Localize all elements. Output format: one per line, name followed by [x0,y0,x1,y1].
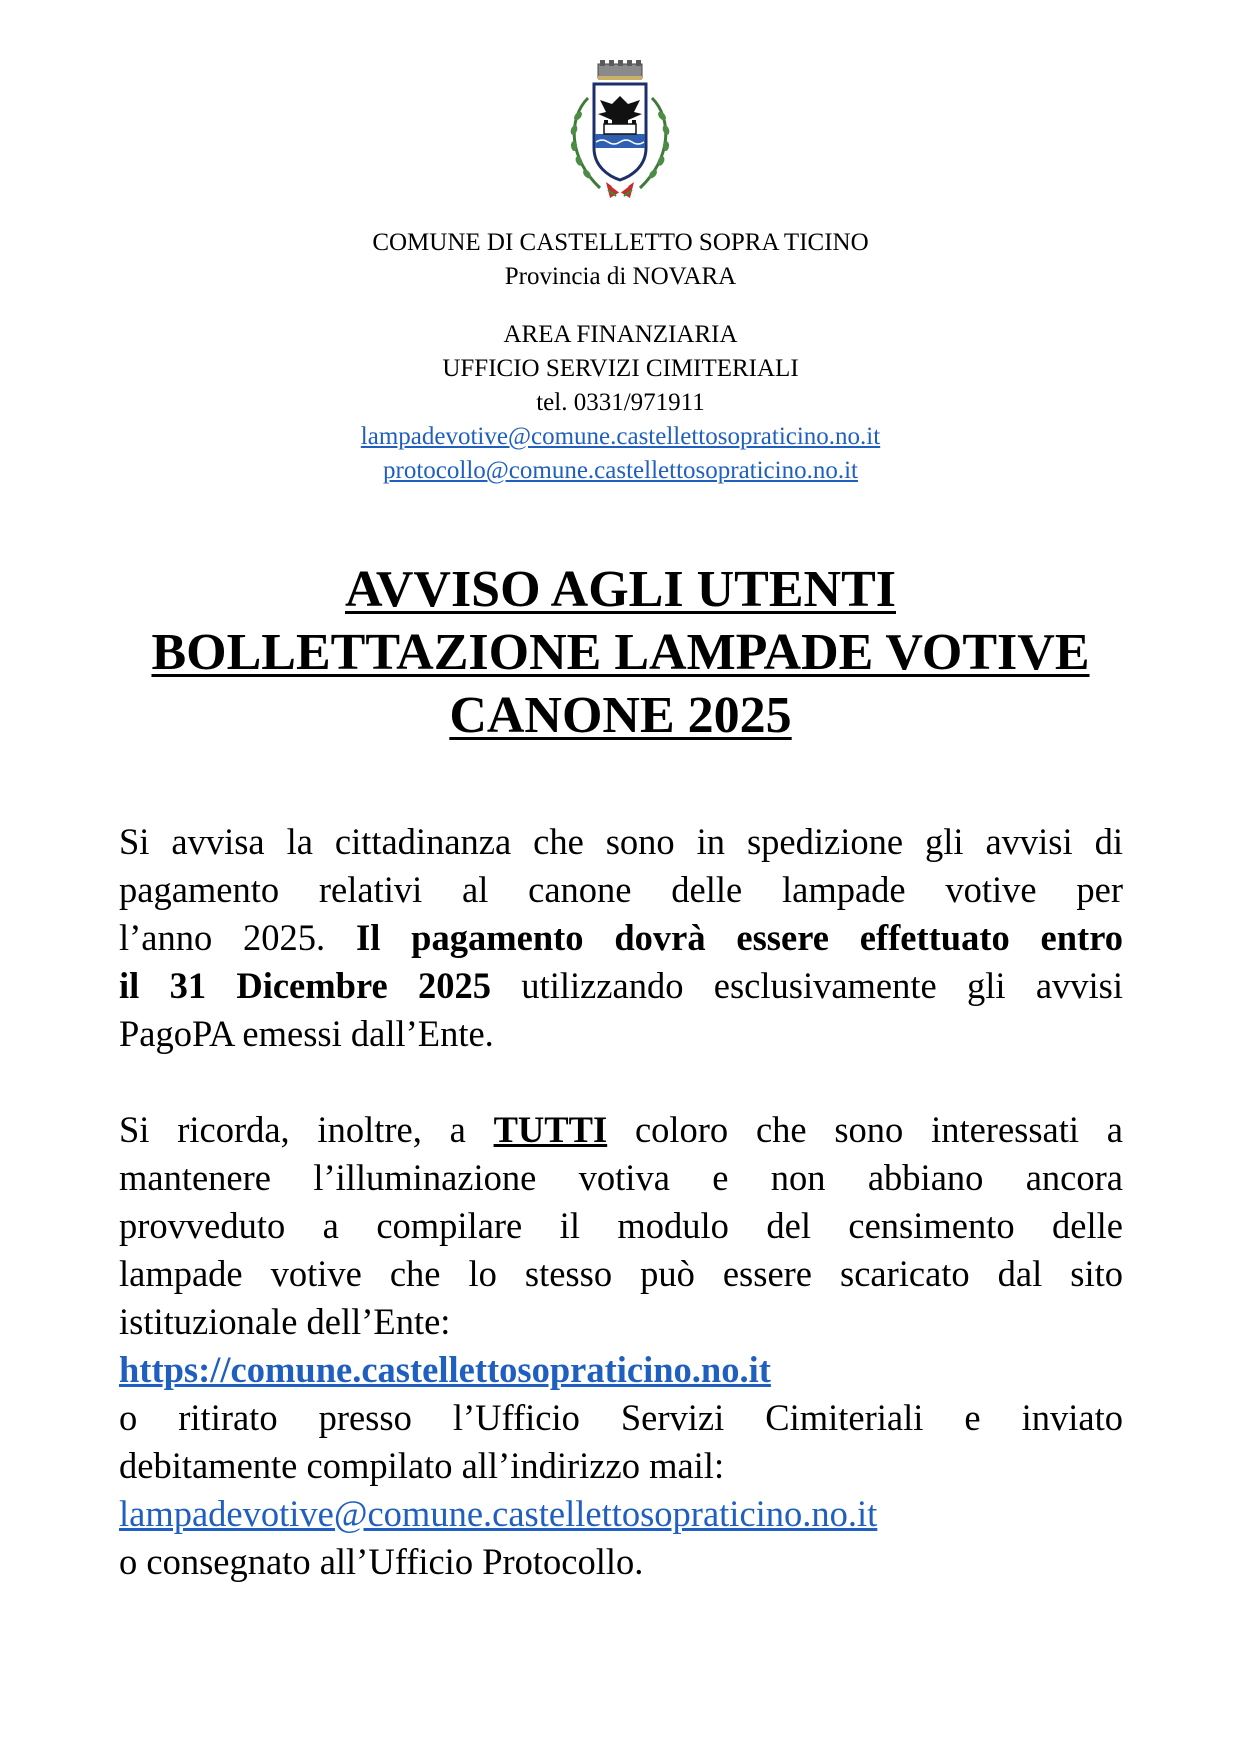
title-line-3: CANONE 2025 [449,687,792,744]
paragraph-line: o consegnato all’Ufficio Protocollo. [119,1541,644,1582]
paragraph-line [119,914,1123,962]
title-line-1: AVVISO AGLI UTENTI [344,561,896,618]
email-link[interactable]: lampadevotive@comune.castellettosopraticino.no.it [119,1493,878,1534]
reminder-intro: Si ricorda, inoltre, a [119,1109,466,1150]
municipality-name: COMUNE DI CASTELLETTO SOPRA TICINO [372,229,869,256]
province-name: Provincia di NOVARA [504,263,737,290]
paragraph-line: debitamente compilato all’indirizzo mail: [119,1445,725,1486]
phone-number: tel. 0331/971911 [536,389,705,416]
paragraph-line: pagamento relativi al canone delle lampade votive per [119,869,1123,910]
area-name: AREA FINANZIARIA [503,321,738,348]
paragraph-line: Si avvisa la cittadinanza che sono in spedizione gli avvisi di [119,821,1123,862]
paragraph-line [119,962,1123,1010]
office-header [0,318,1241,488]
deadline-bold-text: Il pagamento dovrà essere effettuato entro [356,917,1123,958]
reminder-continuation: coloro che sono interessati a [634,1109,1124,1150]
year-text: l’anno 2025. [119,917,326,958]
paragraph-line: o ritirato presso l’Ufficio Servizi Cimiteriali e inviato [119,1397,1123,1438]
website-link[interactable]: https://comune.castellettosopraticino.no.it [119,1349,771,1390]
office-name: UFFICIO SERVIZI CIMITERIALI [442,355,799,382]
municipal-coat-of-arms-icon [560,58,680,208]
paragraph-line: PagoPA emessi dall’Ente. [119,1013,494,1054]
paragraph-line: mantenere l’illuminazione votiva e non abbiano ancora [119,1157,1123,1198]
paragraph-line: provveduto a compilare il modulo del censimento delle [119,1205,1123,1246]
notice-title [0,558,1241,747]
paragraph-line: istituzionale dell’Ente: [119,1301,451,1342]
everyone-emphasis: TUTTI [493,1109,608,1150]
email-protocollo-link[interactable]: protocollo@comune.castellettosopraticino.no.it [383,457,858,484]
paragraph-payment-notice [119,818,1123,1058]
paragraph-census-reminder [119,1106,1123,1586]
email-lampade-link[interactable]: lampadevotive@comune.castellettosopraticino.no.it [360,423,881,450]
deadline-date: il 31 Dicembre 2025 [119,965,491,1006]
paragraph-line [119,1106,1123,1154]
title-line-2: BOLLETTAZIONE LAMPADE VOTIVE [151,624,1090,681]
paragraph-line: lampade votive che lo stesso può essere scaricato dal sito [119,1253,1123,1294]
payment-method-text: utilizzando esclusivamente gli avvisi [521,965,1124,1006]
municipality-header [0,226,1241,294]
